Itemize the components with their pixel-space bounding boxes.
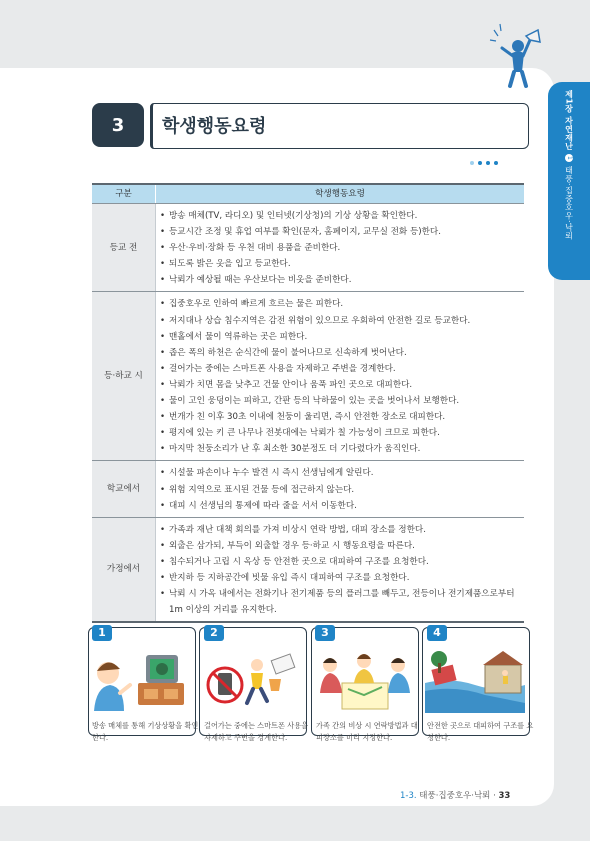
page-number: 33	[498, 791, 511, 801]
guideline-item	[160, 272, 524, 288]
family-meeting-illustration	[314, 643, 414, 713]
guideline-item	[160, 345, 524, 361]
guideline-item	[160, 554, 524, 570]
guideline-item	[160, 482, 524, 498]
bullet-icon: •	[160, 259, 166, 270]
bullet-icon: •	[160, 412, 166, 423]
guideline-item	[160, 522, 524, 538]
guideline-item	[160, 538, 524, 554]
table-row	[92, 517, 524, 622]
bullet-icon: •	[160, 428, 166, 439]
guideline-item	[160, 224, 524, 240]
guideline-text: 평지에 있는 키 큰 나무나 전봇대에는 낙뢰가 칠 가능성이 크므로 피한다.	[169, 428, 440, 439]
guideline-text: 우산·우비·장화 등 우천 대비 용품을 준비한다.	[169, 243, 341, 254]
section-number: 3	[92, 103, 144, 147]
guideline-text: 번개가 친 이후 30초 이내에 천둥이 울리면, 즉시 안전한 장소로 대피한다.	[169, 412, 446, 423]
guideline-text: 낙뢰가 치면 몸을 낮추고 건물 안이나 움푹 파인 곳으로 대피한다.	[169, 379, 413, 390]
bullet-icon: •	[160, 524, 166, 535]
row-category: 가정에서	[92, 517, 156, 622]
panel-number-2: 2	[204, 625, 224, 641]
guideline-text: 걸어가는 중에는 스마트폰 사용을 자제하고 주변을 경계한다.	[169, 363, 396, 374]
student-guidelines-table	[92, 183, 524, 623]
guideline-item	[160, 296, 524, 312]
row-guidelines	[156, 517, 525, 622]
guideline-text: 침수되거나 고립 시 옥상 등 안전한 곳으로 대피하여 구조를 요청한다.	[169, 556, 429, 567]
panel-caption-3: 가족 간의 비상 시 연락방법과 대피장소를 미리 지정한다.	[316, 721, 418, 742]
panel-number-4: 4	[427, 625, 447, 641]
guideline-item	[160, 208, 524, 224]
guideline-item	[160, 425, 524, 441]
guideline-item	[160, 586, 524, 618]
footer-separator: ·	[493, 791, 496, 801]
table-row	[92, 292, 524, 461]
bullet-icon: •	[160, 211, 166, 221]
chapter-label: 제1장 자연재난	[564, 90, 574, 151]
bullet-icon: •	[160, 331, 166, 342]
guideline-item	[160, 441, 524, 457]
guideline-text: 대피 시 선생님의 통제에 따라 줄을 서서 이동한다.	[169, 500, 357, 511]
no-smartphone-walking-illustration	[203, 643, 303, 713]
guideline-text: 외출은 삼가되, 부득이 외출할 경우 등·하교 시 행동요령을 따른다.	[169, 540, 415, 551]
table-row	[92, 204, 524, 292]
row-category: 학교에서	[92, 461, 156, 517]
bullet-icon: •	[160, 347, 166, 358]
bullet-icon: •	[160, 299, 166, 310]
section-number-badge: 1	[566, 156, 573, 161]
flood-evacuation-illustration	[425, 643, 525, 713]
guideline-text: 되도록 밝은 옷을 입고 등교한다.	[169, 259, 291, 270]
guideline-text: 맨홀에서 물이 역류하는 곳은 피한다.	[169, 331, 308, 342]
row-category: 등·하교 시	[92, 292, 156, 461]
guideline-item	[160, 570, 524, 586]
row-guidelines	[156, 292, 525, 461]
table-row	[92, 461, 524, 517]
bullet-icon: •	[160, 500, 166, 511]
bullet-icon: •	[160, 243, 166, 254]
guideline-text: 위험 지역으로 표시된 건물 등에 접근하지 않는다.	[169, 484, 355, 495]
bullet-icon: •	[160, 227, 166, 238]
panel-caption-4: 안전한 곳으로 대피하여 구조를 요청한다.	[427, 721, 534, 742]
guideline-text: 좁은 폭의 하천은 순식간에 물이 불어나므로 신속하게 벗어난다.	[169, 347, 407, 358]
bullet-icon: •	[160, 484, 166, 495]
column-header-guidelines: 학생행동요령	[156, 184, 525, 204]
panel-caption-2: 걸어가는 중에는 스마트폰 사용을 자제하고 주변을 경계한다.	[204, 721, 309, 742]
watching-tv-illustration	[90, 643, 192, 713]
guideline-text: 반지하 등 지하공간에 빗물 유입 즉시 대피하여 구조를 요청한다.	[169, 572, 410, 583]
bullet-icon: •	[160, 379, 166, 390]
chapter-side-tab-label	[556, 90, 582, 274]
footer-title: 태풍·집중호우·낙뢰	[419, 791, 491, 801]
footer-section-ref: 1-3.	[400, 791, 417, 801]
bullet-icon: •	[160, 468, 166, 479]
bullet-icon: •	[160, 556, 166, 567]
guideline-item	[160, 329, 524, 345]
guideline-item	[160, 361, 524, 377]
guideline-text: 가족과 재난 대책 회의를 가져 비상시 연락 방법, 대피 장소를 정한다.	[169, 524, 426, 535]
guideline-text: 마지막 천둥소리가 난 후 최소한 30분정도 더 기다렸다가 움직인다.	[169, 444, 421, 455]
page-footer	[400, 789, 510, 801]
bullet-icon: •	[160, 315, 166, 326]
panel-caption-1: 방송 매체를 통해 기상상황을 확인한다.	[92, 721, 199, 742]
section-label: 태풍·집중호우·낙뢰	[564, 166, 574, 241]
guideline-item	[160, 393, 524, 409]
decorative-dots	[470, 150, 502, 169]
row-category: 등교 전	[92, 204, 156, 292]
guideline-text: 낙뢰 시 가옥 내에서는 전화기나 전기제품 등의 플러그를 빼두고, 전등이나 전기제품으로부터 1m 이상의 거리를 유지한다.	[169, 589, 515, 616]
bullet-icon: •	[160, 396, 166, 407]
guideline-text: 등교시간 조정 및 휴업 여부를 확인(문자, 홈페이지, 교무실 전화 등)한다.	[169, 227, 441, 238]
section-title: 학생행동요령	[162, 116, 267, 137]
bullet-icon: •	[160, 363, 166, 374]
panel-number-3: 3	[315, 625, 335, 641]
bullet-icon: •	[160, 572, 166, 583]
bullet-icon: •	[160, 275, 166, 286]
guideline-item	[160, 409, 524, 425]
row-guidelines	[156, 461, 525, 517]
guideline-item	[160, 256, 524, 272]
guideline-text: 시설물 파손이나 누수 발견 시 즉시 선생님에게 알린다.	[169, 468, 374, 479]
bullet-icon: •	[160, 589, 166, 600]
guideline-text: 물이 고인 웅덩이는 피하고, 간판 등의 낙하물이 있는 곳을 벗어나서 보행한다.	[169, 396, 460, 407]
row-guidelines	[156, 204, 525, 292]
guideline-item	[160, 465, 524, 481]
bullet-icon: •	[160, 444, 166, 455]
guideline-item	[160, 313, 524, 329]
column-header-category: 구분	[92, 184, 156, 204]
bullet-icon: •	[160, 540, 166, 551]
guideline-item	[160, 377, 524, 393]
guideline-text: 방송 매체(TV, 라디오) 및 인터넷(기상청)의 기상 상황을 확인한다.	[169, 211, 418, 221]
megaphone-mascot-illustration	[486, 20, 546, 90]
guideline-item	[160, 498, 524, 514]
panel-number-1: 1	[92, 625, 112, 641]
guideline-text: 낙뢰가 예상될 때는 우산보다는 비옷을 준비한다.	[169, 275, 352, 286]
guideline-item	[160, 240, 524, 256]
guideline-text: 저지대나 상습 침수지역은 감전 위험이 있으므로 우회하여 안전한 길로 등교한다.	[169, 315, 471, 326]
guideline-text: 집중호우로 인하여 빠르게 흐르는 물은 피한다.	[169, 299, 344, 310]
